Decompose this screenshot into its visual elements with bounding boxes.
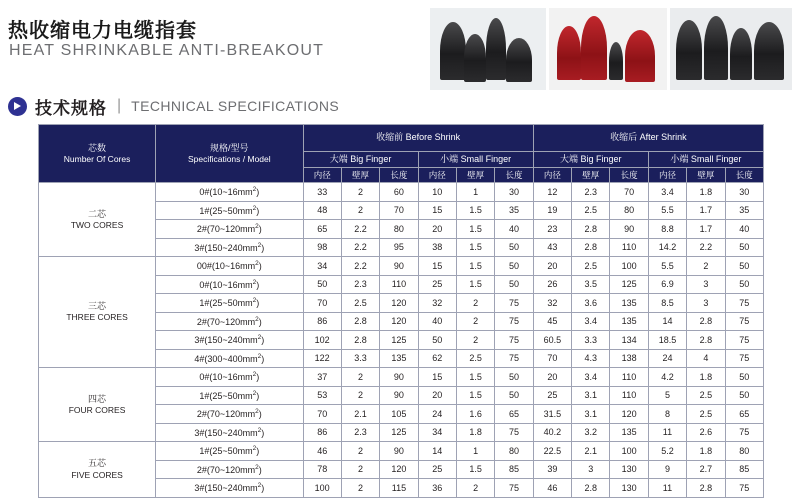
col-header-before-small-finger: 小端 Small Finger <box>418 152 533 168</box>
value-cell: 135 <box>610 423 648 442</box>
value-cell: 100 <box>610 257 648 276</box>
value-cell: 122 <box>303 349 341 368</box>
value-cell: 135 <box>380 349 418 368</box>
value-cell: 5.5 <box>648 201 686 220</box>
value-cell: 46 <box>303 442 341 461</box>
value-cell: 70 <box>303 405 341 424</box>
value-cell: 43 <box>533 238 571 257</box>
value-cell: 34 <box>303 257 341 276</box>
value-cell: 100 <box>303 479 341 498</box>
value-cell: 75 <box>495 479 533 498</box>
col-header-cores: 芯数 Number Of Cores <box>39 125 156 183</box>
col-header-before-shrink: 收缩前 Before Shrink <box>303 125 533 152</box>
value-cell: 120 <box>380 294 418 313</box>
cores-group-cell: 五芯 FIVE CORES <box>39 442 156 498</box>
page-title-en: HEAT SHRINKABLE ANTI-BREAKOUT <box>9 42 325 59</box>
value-cell: 1.5 <box>456 460 494 479</box>
value-cell: 2 <box>341 368 379 387</box>
table-row <box>39 442 764 461</box>
value-cell: 120 <box>380 312 418 331</box>
value-cell: 30 <box>495 183 533 202</box>
value-cell: 5 <box>648 386 686 405</box>
table-body <box>39 183 764 498</box>
value-cell: 11 <box>648 479 686 498</box>
value-cell: 4 <box>687 349 725 368</box>
value-cell: 2.8 <box>341 331 379 350</box>
table-row <box>39 368 764 387</box>
value-cell: 3.2 <box>572 423 610 442</box>
value-cell: 35 <box>495 201 533 220</box>
value-cell: 2.5 <box>572 201 610 220</box>
value-cell: 3.1 <box>572 405 610 424</box>
model-cell: $2\#(70\sim 120mm^2)$ <box>156 312 303 331</box>
value-cell: 3 <box>687 275 725 294</box>
value-cell: 40 <box>725 220 764 239</box>
value-cell: 130 <box>610 479 648 498</box>
value-cell: 1.5 <box>456 275 494 294</box>
model-cell: $1\#(25\sim 50mm^2)$ <box>156 386 303 405</box>
value-cell: 1.8 <box>687 368 725 387</box>
page-header <box>0 0 800 88</box>
value-cell: 2.8 <box>572 220 610 239</box>
value-cell: 125 <box>610 275 648 294</box>
product-photo-strip <box>430 8 792 90</box>
value-cell: 75 <box>725 349 764 368</box>
value-cell: 15 <box>418 257 456 276</box>
value-cell: 125 <box>380 331 418 350</box>
value-cell: 70 <box>303 294 341 313</box>
sub-header-cell: 内径 <box>303 168 341 183</box>
value-cell: 5.5 <box>648 257 686 276</box>
value-cell: 31.5 <box>533 405 571 424</box>
value-cell: 1.5 <box>456 201 494 220</box>
page-title-cn: 热收缩电力电缆指套 <box>8 20 197 42</box>
value-cell: 75 <box>495 349 533 368</box>
value-cell: 3.1 <box>572 386 610 405</box>
model-cell: $1\#(25\sim 50mm^2)$ <box>156 442 303 461</box>
value-cell: 110 <box>380 275 418 294</box>
cores-group-cell: 二芯 TWO CORES <box>39 183 156 257</box>
sub-header-cell: 壁厚 <box>687 168 725 183</box>
sub-header-cell: 长度 <box>495 168 533 183</box>
section-title-cn: 技术规格 <box>35 98 107 118</box>
table-row <box>39 183 764 202</box>
value-cell: 65 <box>495 405 533 424</box>
value-cell: 1.5 <box>456 220 494 239</box>
value-cell: 75 <box>725 331 764 350</box>
value-cell: 60.5 <box>533 331 571 350</box>
value-cell: 110 <box>610 368 648 387</box>
value-cell: 80 <box>380 220 418 239</box>
value-cell: 135 <box>610 312 648 331</box>
value-cell: 120 <box>610 405 648 424</box>
sub-header-cell: 长度 <box>380 168 418 183</box>
value-cell: 2.8 <box>572 479 610 498</box>
value-cell: 90 <box>380 257 418 276</box>
value-cell: 2.3 <box>572 183 610 202</box>
value-cell: 2.8 <box>341 312 379 331</box>
value-cell: 5.2 <box>648 442 686 461</box>
value-cell: 23 <box>533 220 571 239</box>
value-cell: 9 <box>648 460 686 479</box>
value-cell: 25 <box>418 460 456 479</box>
value-cell: 34 <box>418 423 456 442</box>
value-cell: 14 <box>418 442 456 461</box>
value-cell: 2.5 <box>341 294 379 313</box>
value-cell: 78 <box>303 460 341 479</box>
value-cell: 2.2 <box>341 238 379 257</box>
value-cell: 80 <box>610 201 648 220</box>
value-cell: 75 <box>725 312 764 331</box>
value-cell: 1.6 <box>456 405 494 424</box>
model-cell: $3\#(150\sim 240mm^2)$ <box>156 479 303 498</box>
value-cell: 1.7 <box>687 220 725 239</box>
value-cell: 70 <box>533 349 571 368</box>
value-cell: 2.8 <box>687 479 725 498</box>
section-divider: | <box>117 97 122 114</box>
col-header-after-big-finger: 大端 Big Finger <box>533 152 648 168</box>
value-cell: 15 <box>418 201 456 220</box>
value-cell: 86 <box>303 423 341 442</box>
value-cell: 1 <box>456 183 494 202</box>
value-cell: 2.2 <box>341 257 379 276</box>
value-cell: 53 <box>303 386 341 405</box>
model-cell: $3\#(150\sim 240mm^2)$ <box>156 331 303 350</box>
value-cell: 130 <box>610 460 648 479</box>
value-cell: 50 <box>725 368 764 387</box>
value-cell: 19 <box>533 201 571 220</box>
value-cell: 2 <box>341 460 379 479</box>
model-cell: $2\#(70\sim 120mm^2)$ <box>156 405 303 424</box>
value-cell: 2.8 <box>572 238 610 257</box>
value-cell: 25 <box>418 275 456 294</box>
value-cell: 85 <box>495 460 533 479</box>
value-cell: 3.5 <box>572 275 610 294</box>
value-cell: 36 <box>418 479 456 498</box>
value-cell: 2.1 <box>572 442 610 461</box>
value-cell: 14.2 <box>648 238 686 257</box>
value-cell: 50 <box>495 238 533 257</box>
value-cell: 2.5 <box>572 257 610 276</box>
value-cell: 14 <box>648 312 686 331</box>
value-cell: 3.4 <box>648 183 686 202</box>
sub-header-cell: 壁厚 <box>572 168 610 183</box>
value-cell: 20 <box>418 220 456 239</box>
value-cell: 50 <box>418 331 456 350</box>
value-cell: 40 <box>418 312 456 331</box>
value-cell: 138 <box>610 349 648 368</box>
value-cell: 1.5 <box>456 257 494 276</box>
value-cell: 2.7 <box>687 460 725 479</box>
value-cell: 75 <box>495 423 533 442</box>
value-cell: 115 <box>380 479 418 498</box>
value-cell: 95 <box>380 238 418 257</box>
sub-header-cell: 内径 <box>418 168 456 183</box>
value-cell: 86 <box>303 312 341 331</box>
value-cell: 2.8 <box>687 312 725 331</box>
col-header-model: 规格/型号 Specifications / Model <box>156 125 303 183</box>
value-cell: 3.4 <box>572 312 610 331</box>
col-header-before-big-finger: 大端 Big Finger <box>303 152 418 168</box>
value-cell: 3 <box>687 294 725 313</box>
value-cell: 50 <box>725 275 764 294</box>
value-cell: 50 <box>495 257 533 276</box>
value-cell: 85 <box>725 460 764 479</box>
value-cell: 39 <box>533 460 571 479</box>
sub-header-cell: 壁厚 <box>341 168 379 183</box>
value-cell: 60 <box>380 183 418 202</box>
value-cell: 90 <box>610 220 648 239</box>
value-cell: 50 <box>495 275 533 294</box>
photo-red-breakout-boots <box>549 8 667 90</box>
play-arrow-icon <box>8 97 27 116</box>
value-cell: 48 <box>303 201 341 220</box>
value-cell: 25 <box>533 386 571 405</box>
sub-header-cell: 内径 <box>648 168 686 183</box>
value-cell: 35 <box>725 201 764 220</box>
value-cell: 2.2 <box>341 220 379 239</box>
value-cell: 90 <box>380 368 418 387</box>
value-cell: 3.4 <box>572 368 610 387</box>
col-header-after-small-finger: 小端 Small Finger <box>648 152 763 168</box>
value-cell: 1.8 <box>687 442 725 461</box>
value-cell: 75 <box>725 479 764 498</box>
model-cell: $00\#(10\sim 16mm^2)$ <box>156 257 303 276</box>
value-cell: 100 <box>610 442 648 461</box>
value-cell: 8 <box>648 405 686 424</box>
value-cell: 62 <box>418 349 456 368</box>
value-cell: 2.2 <box>687 238 725 257</box>
value-cell: 125 <box>380 423 418 442</box>
value-cell: 30 <box>725 183 764 202</box>
value-cell: 20 <box>533 368 571 387</box>
sub-header-cell: 内径 <box>533 168 571 183</box>
photo-black-breakout-boots-group <box>670 8 792 90</box>
value-cell: 1.5 <box>456 386 494 405</box>
value-cell: 1.7 <box>687 201 725 220</box>
value-cell: 1.8 <box>456 423 494 442</box>
value-cell: 2.5 <box>456 349 494 368</box>
value-cell: 50 <box>725 386 764 405</box>
value-cell: 90 <box>380 386 418 405</box>
value-cell: 134 <box>610 331 648 350</box>
value-cell: 2 <box>341 183 379 202</box>
value-cell: 2 <box>341 479 379 498</box>
sub-header-cell: 长度 <box>725 168 764 183</box>
sub-header-cell: 壁厚 <box>456 168 494 183</box>
value-cell: 32 <box>533 294 571 313</box>
value-cell: 1.8 <box>687 183 725 202</box>
value-cell: 18.5 <box>648 331 686 350</box>
model-cell: $3\#(150\sim 240mm^2)$ <box>156 423 303 442</box>
value-cell: 2.5 <box>687 386 725 405</box>
value-cell: 32 <box>418 294 456 313</box>
section-title-en: TECHNICAL SPECIFICATIONS <box>131 98 340 114</box>
model-cell: $0\#(10\sim 16mm^2)$ <box>156 275 303 294</box>
value-cell: 2.8 <box>687 331 725 350</box>
value-cell: 2 <box>456 294 494 313</box>
value-cell: 8.8 <box>648 220 686 239</box>
value-cell: 12 <box>533 183 571 202</box>
value-cell: 70 <box>380 201 418 220</box>
value-cell: 2 <box>456 331 494 350</box>
value-cell: 4.2 <box>648 368 686 387</box>
value-cell: 3.3 <box>341 349 379 368</box>
specifications-table <box>38 124 764 498</box>
value-cell: 2 <box>341 442 379 461</box>
table-row <box>39 257 764 276</box>
value-cell: 75 <box>725 423 764 442</box>
value-cell: 65 <box>725 405 764 424</box>
value-cell: 3 <box>572 460 610 479</box>
value-cell: 2.3 <box>341 275 379 294</box>
value-cell: 2 <box>456 479 494 498</box>
value-cell: 3.6 <box>572 294 610 313</box>
value-cell: 38 <box>418 238 456 257</box>
table-head <box>39 125 764 183</box>
model-cell: $0\#(10\sim 16mm^2)$ <box>156 368 303 387</box>
model-cell: $4\#(300\sim 400mm^2)$ <box>156 349 303 368</box>
cores-group-cell: 三芯 THREE CORES <box>39 257 156 368</box>
value-cell: 50 <box>725 238 764 257</box>
model-cell: $0\#(10\sim 16mm^2)$ <box>156 183 303 202</box>
value-cell: 24 <box>418 405 456 424</box>
model-cell: $2\#(70\sim 120mm^2)$ <box>156 460 303 479</box>
value-cell: 75 <box>495 312 533 331</box>
model-cell: $3\#(150\sim 240mm^2)$ <box>156 238 303 257</box>
value-cell: 11 <box>648 423 686 442</box>
value-cell: 110 <box>610 386 648 405</box>
value-cell: 110 <box>610 238 648 257</box>
value-cell: 6.9 <box>648 275 686 294</box>
value-cell: 4.3 <box>572 349 610 368</box>
value-cell: 2.5 <box>687 405 725 424</box>
value-cell: 10 <box>418 183 456 202</box>
value-cell: 50 <box>495 368 533 387</box>
model-cell: $2\#(70\sim 120mm^2)$ <box>156 220 303 239</box>
value-cell: 2 <box>341 386 379 405</box>
value-cell: 75 <box>495 331 533 350</box>
value-cell: 3.3 <box>572 331 610 350</box>
value-cell: 135 <box>610 294 648 313</box>
value-cell: 50 <box>495 386 533 405</box>
value-cell: 50 <box>725 257 764 276</box>
value-cell: 2.3 <box>341 423 379 442</box>
value-cell: 90 <box>380 442 418 461</box>
value-cell: 40 <box>495 220 533 239</box>
sub-header-cell: 长度 <box>610 168 648 183</box>
photo-black-breakout-boots <box>430 8 546 90</box>
value-cell: 102 <box>303 331 341 350</box>
value-cell: 26 <box>533 275 571 294</box>
value-cell: 70 <box>610 183 648 202</box>
value-cell: 75 <box>495 294 533 313</box>
value-cell: 75 <box>725 294 764 313</box>
section-heading <box>8 92 339 120</box>
value-cell: 2 <box>341 201 379 220</box>
value-cell: 65 <box>303 220 341 239</box>
value-cell: 8.5 <box>648 294 686 313</box>
cores-group-cell: 四芯 FOUR CORES <box>39 368 156 442</box>
value-cell: 1.5 <box>456 368 494 387</box>
value-cell: 2 <box>687 257 725 276</box>
value-cell: 80 <box>495 442 533 461</box>
value-cell: 105 <box>380 405 418 424</box>
value-cell: 20 <box>418 386 456 405</box>
model-cell: $1\#(25\sim 50mm^2)$ <box>156 294 303 313</box>
value-cell: 40.2 <box>533 423 571 442</box>
model-cell: $1\#(25\sim 50mm^2)$ <box>156 201 303 220</box>
value-cell: 80 <box>725 442 764 461</box>
value-cell: 46 <box>533 479 571 498</box>
value-cell: 2.6 <box>687 423 725 442</box>
value-cell: 2 <box>456 312 494 331</box>
value-cell: 37 <box>303 368 341 387</box>
value-cell: 45 <box>533 312 571 331</box>
value-cell: 1 <box>456 442 494 461</box>
value-cell: 1.5 <box>456 238 494 257</box>
value-cell: 20 <box>533 257 571 276</box>
value-cell: 2.1 <box>341 405 379 424</box>
value-cell: 98 <box>303 238 341 257</box>
value-cell: 24 <box>648 349 686 368</box>
value-cell: 33 <box>303 183 341 202</box>
value-cell: 50 <box>303 275 341 294</box>
value-cell: 22.5 <box>533 442 571 461</box>
value-cell: 15 <box>418 368 456 387</box>
value-cell: 120 <box>380 460 418 479</box>
col-header-after-shrink: 收缩后 After Shrink <box>533 125 763 152</box>
